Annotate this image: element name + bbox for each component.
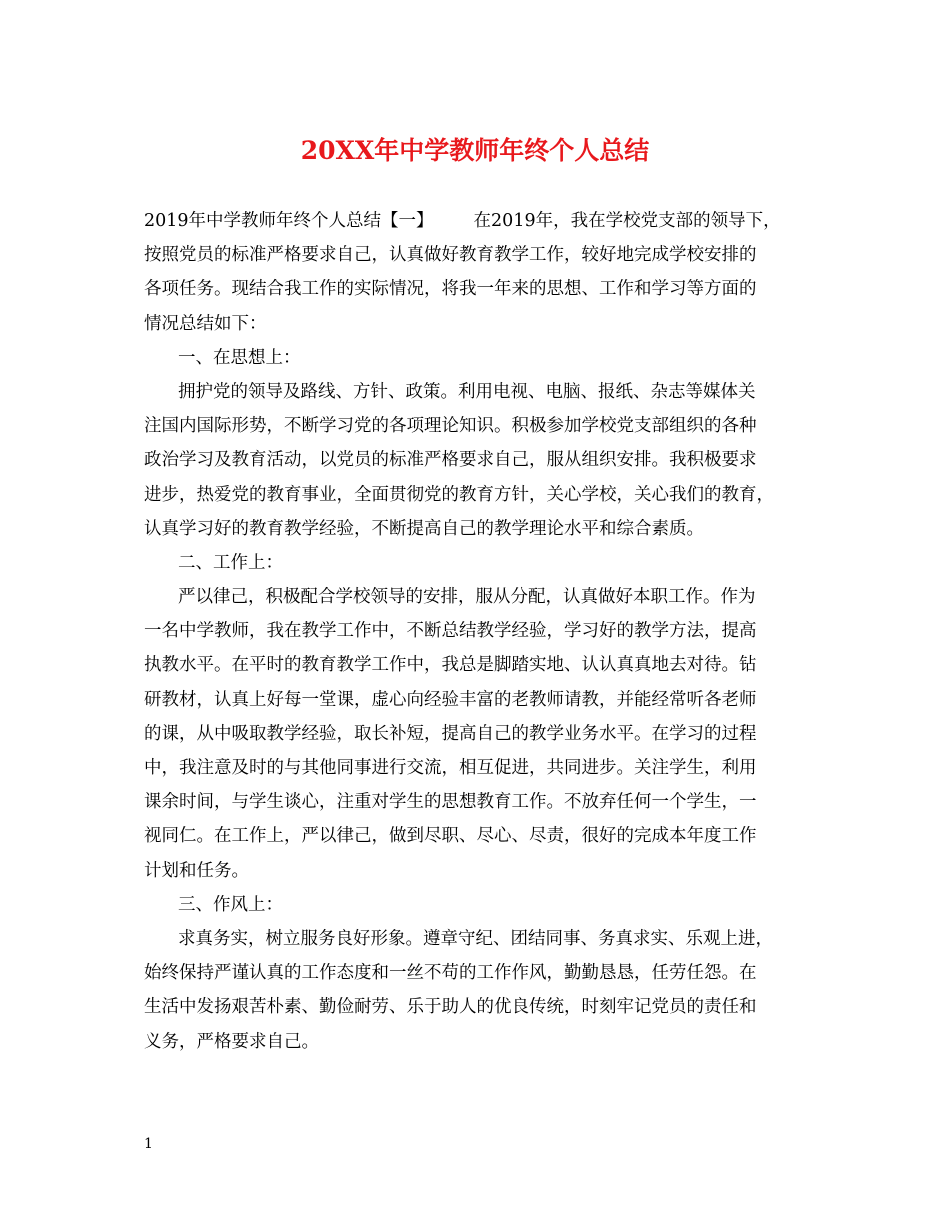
paragraph-line: 课余时间，与学生谈心，注重对学生的思想教育工作。不放弃任何一个学生，一 xyxy=(144,792,757,813)
document-title: 20XX年中学教师年终个人总结 xyxy=(300,136,650,165)
paragraph-line: 研教材，认真上好每一堂课，虚心向经验丰富的老教师请教，并能经常听各老师 xyxy=(144,689,757,710)
paragraph-line: 一名中学教师，我在教学工作中，不断总结教学经验，学习好的教学方法，提高 xyxy=(144,621,757,642)
section-heading: 一、在思想上： xyxy=(178,347,301,368)
intro-heading: 2019年中学教师年终个人总结【一】 xyxy=(144,211,434,231)
paragraph-line: 政治学习及教育活动，以党员的标准严格要求自己，服从组织安排。我积极要求 xyxy=(144,450,757,471)
paragraph-line: 各项任务。现结合我工作的实际情况，将我一年来的思想、工作和学习等方面的 xyxy=(144,279,757,300)
section-heading: 三、作风上： xyxy=(178,894,283,915)
intro-first-line xyxy=(144,204,806,238)
paragraph-line: 按照党员的标准严格要求自己，认真做好教育教学工作，较好地完成学校安排的 xyxy=(144,245,757,266)
paragraph-line: 情况总结如下： xyxy=(144,313,267,334)
paragraph-line: 严以律己，积极配合学校领导的安排，服从分配，认真做好本职工作。作为 xyxy=(178,587,756,608)
page-number: 1 xyxy=(144,1136,153,1152)
paragraph-line: 认真学习好的教育教学经验，不断提高自己的教学理论水平和综合素质。 xyxy=(144,518,704,539)
paragraph-line: 注国内国际形势，不断学习党的各项理论知识。积极参加学校党支部组织的各种 xyxy=(144,416,757,437)
paragraph-line: 义务，严格要求自己。 xyxy=(144,1031,319,1052)
document-body xyxy=(144,204,806,1059)
paragraph-line: 生活中发扬艰苦朴素、勤俭耐劳、乐于助人的优良传统，时刻牢记党员的责任和 xyxy=(144,997,757,1018)
paragraph-line: 进步，热爱党的教育事业，全面贯彻党的教育方针，关心学校，关心我们的教育， xyxy=(144,484,774,505)
paragraph-line: 视同仁。在工作上，严以律己，做到尽职、尽心、尽责，很好的完成本年度工作 xyxy=(144,826,757,847)
paragraph-line: 始终保持严谨认真的工作态度和一丝不苟的工作作风，勤勤恳恳，任劳任怨。在 xyxy=(144,963,757,984)
section-heading: 二、工作上： xyxy=(178,552,283,573)
paragraph-line: 的课，从中吸取教学经验，取长补短，提高自己的教学业务水平。在学习的过程 xyxy=(144,723,757,744)
paragraph-line: 在2019年，我在学校党支部的领导下， xyxy=(473,211,781,231)
paragraph-line: 中，我注意及时的与其他同事进行交流，相互促进，共同进步。关注学生，利用 xyxy=(144,758,757,778)
paragraph-line: 执教水平。在平时的教育教学工作中，我总是脚踏实地、认认真真地去对待。钻 xyxy=(144,655,757,676)
paragraph-line: 求真务实，树立服务良好形象。遵章守纪、团结同事、务真求实、乐观上进， xyxy=(178,928,773,949)
paragraph-line: 计划和任务。 xyxy=(144,860,249,881)
paragraph-line: 拥护党的领导及路线、方针、政策。利用电视、电脑、报纸、杂志等媒体关 xyxy=(178,381,756,402)
